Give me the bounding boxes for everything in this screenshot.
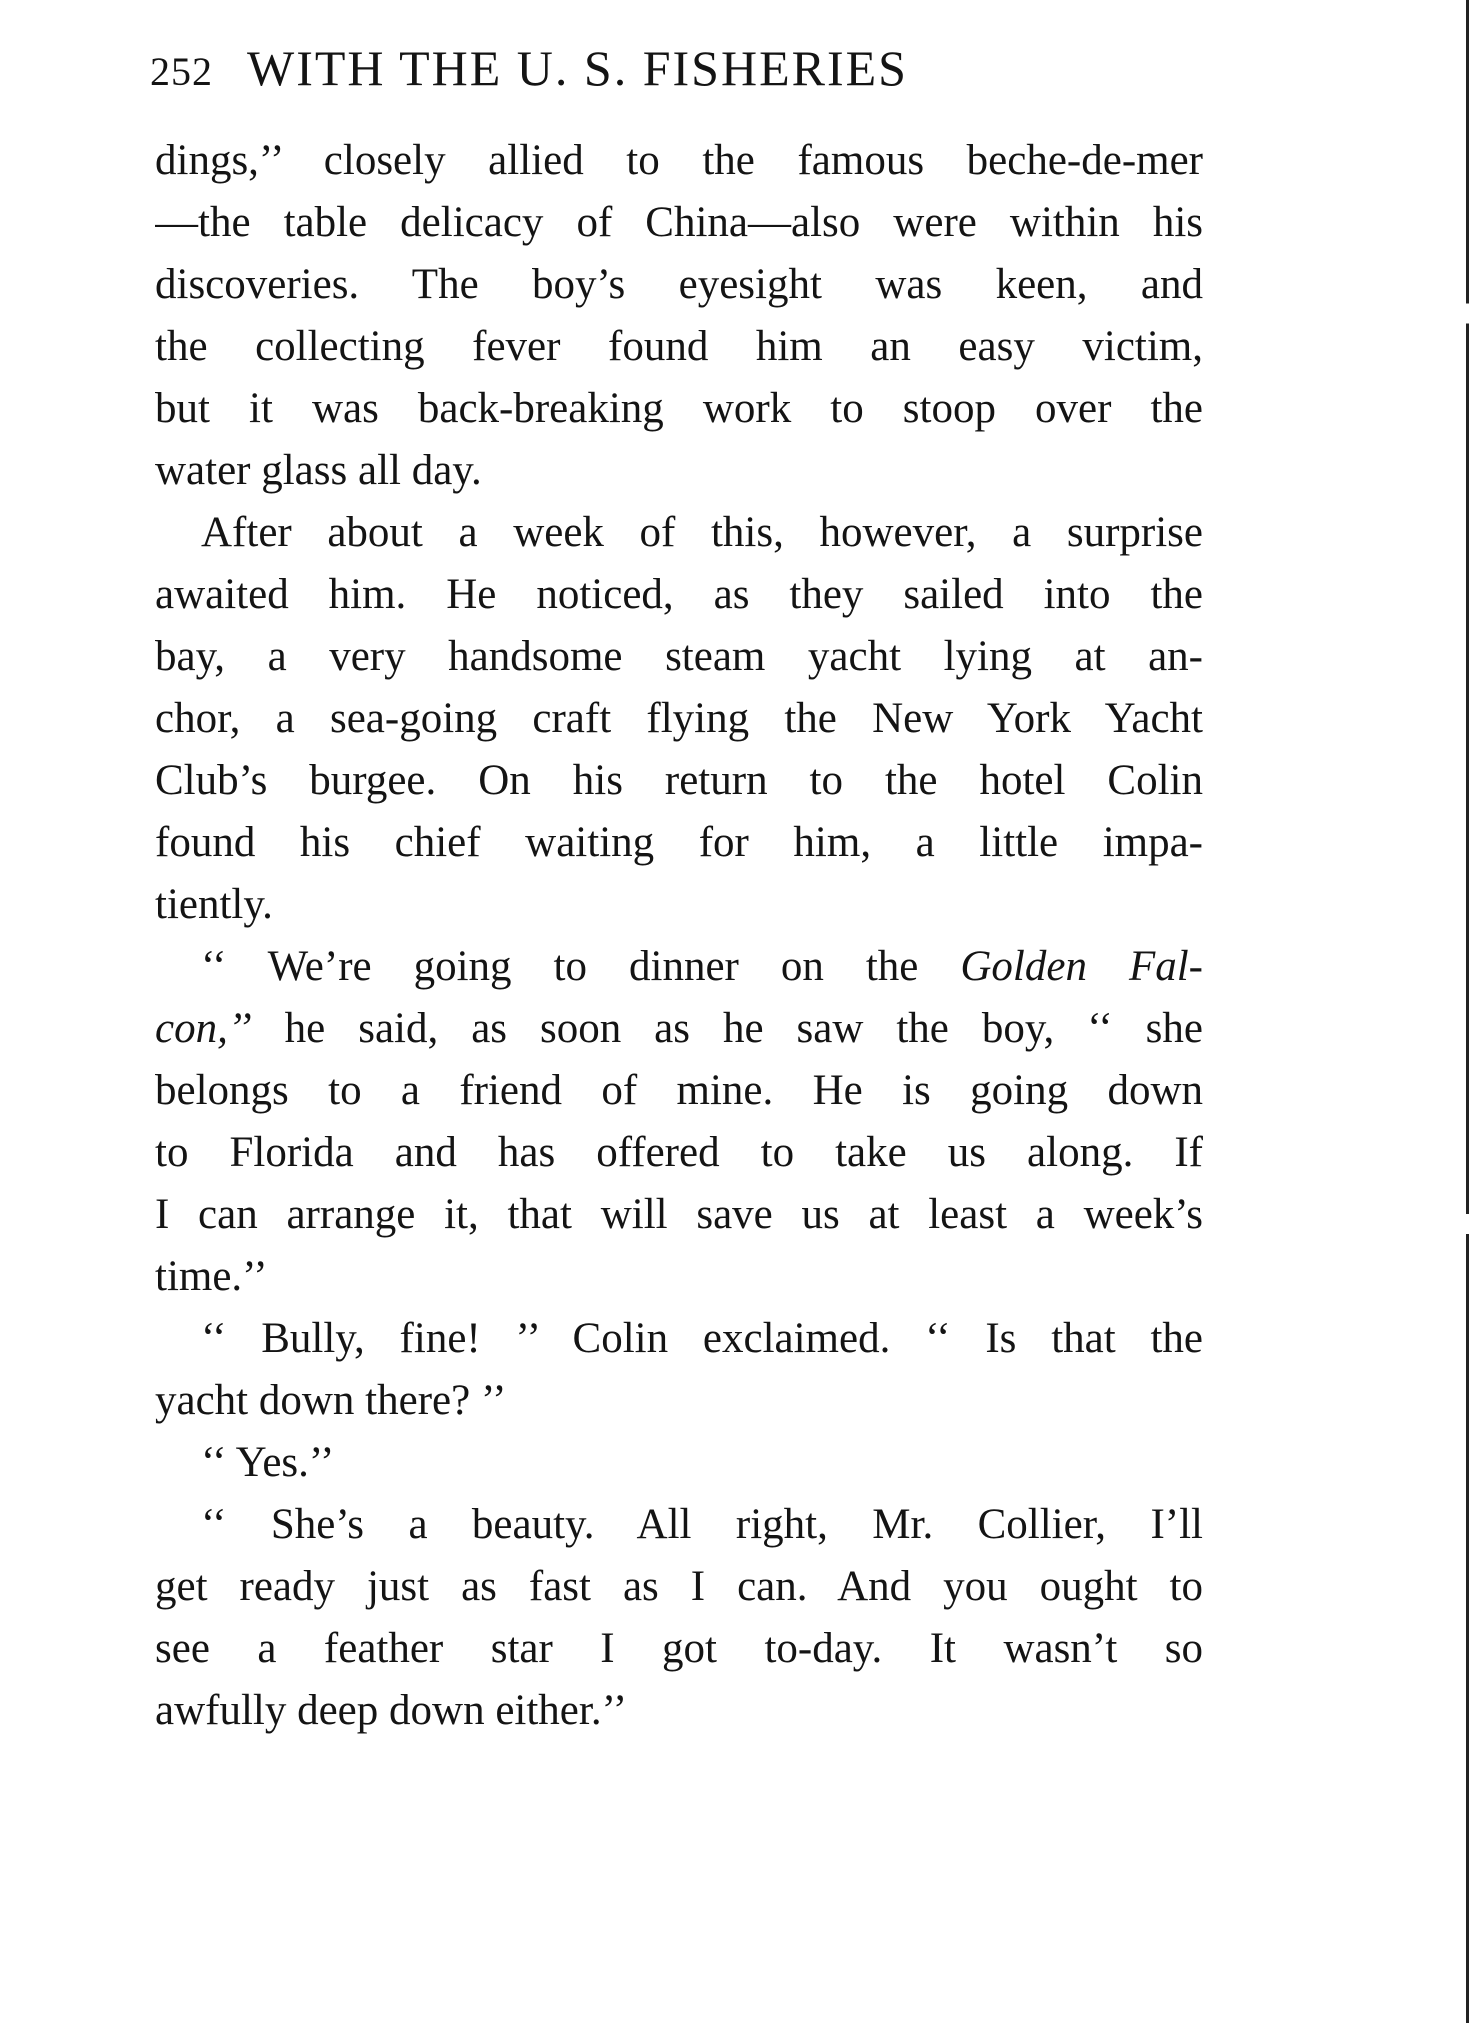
body-text <box>155 130 1203 1742</box>
text-line-21: yacht down there? ’’ <box>155 1377 507 1424</box>
text-line-22: ‘‘ Yes.’’ <box>201 1439 335 1486</box>
running-title: WITH THE U. S. FISHERIES <box>247 40 908 96</box>
text-line-5: but it was back-breaking work to stoop over the <box>155 385 1203 432</box>
text-line-20: ‘‘ Bully, fine! ’’ Colin exclaimed. ‘‘ Is that the <box>201 1315 1203 1362</box>
text-line-3: discoveries. The boy’s eyesight was keen, and <box>155 261 1203 308</box>
text-line-18: I can arrange it, that will save us at least a week’s <box>155 1191 1203 1238</box>
text-line-26: awfully deep down either.’’ <box>155 1687 628 1734</box>
page-edge-shadow <box>1466 0 1469 2023</box>
text-line-10: chor, a sea-going craft flying the New York Yacht <box>155 695 1203 742</box>
text-line-1: dings,’’ closely allied to the famous beche-de-mer <box>155 137 1203 184</box>
text-line-23: ‘‘ She’s a beauty. All right, Mr. Collier, I’ll <box>201 1501 1203 1548</box>
text-line-13: tiently. <box>155 881 273 928</box>
text-line-14: ‘‘ We’re going to dinner on the Golden Fal- <box>201 943 1203 990</box>
page-number: 252 <box>150 49 213 94</box>
text-line-11: Club’s burgee. On his return to the hotel Colin <box>155 757 1203 804</box>
text-line-6: water glass all day. <box>155 447 482 494</box>
text-line-24: get ready just as fast as I can. And you ought to <box>155 1563 1203 1610</box>
text-line-12: found his chief waiting for him, a little impa- <box>155 819 1203 866</box>
text-line-2: —the table delicacy of China—also were within his <box>155 199 1203 246</box>
text-line-16: belongs to a friend of mine. He is going down <box>155 1067 1203 1114</box>
text-line-7: After about a week of this, however, a surprise <box>201 509 1203 556</box>
text-line-8: awaited him. He noticed, as they sailed into the <box>155 571 1203 618</box>
text-line-9: bay, a very handsome steam yacht lying at an- <box>155 633 1203 680</box>
text-line-19: time.’’ <box>155 1253 268 1300</box>
running-head <box>150 38 1210 102</box>
text-line-4: the collecting fever found him an easy victim, <box>155 323 1203 370</box>
text-line-25: see a feather star I got to-day. It wasn’t so <box>155 1625 1203 1672</box>
text-line-17: to Florida and has offered to take us along. If <box>155 1129 1203 1176</box>
text-line-15: con,’’ he said, as soon as he saw the boy, ‘‘ she <box>155 1005 1203 1052</box>
